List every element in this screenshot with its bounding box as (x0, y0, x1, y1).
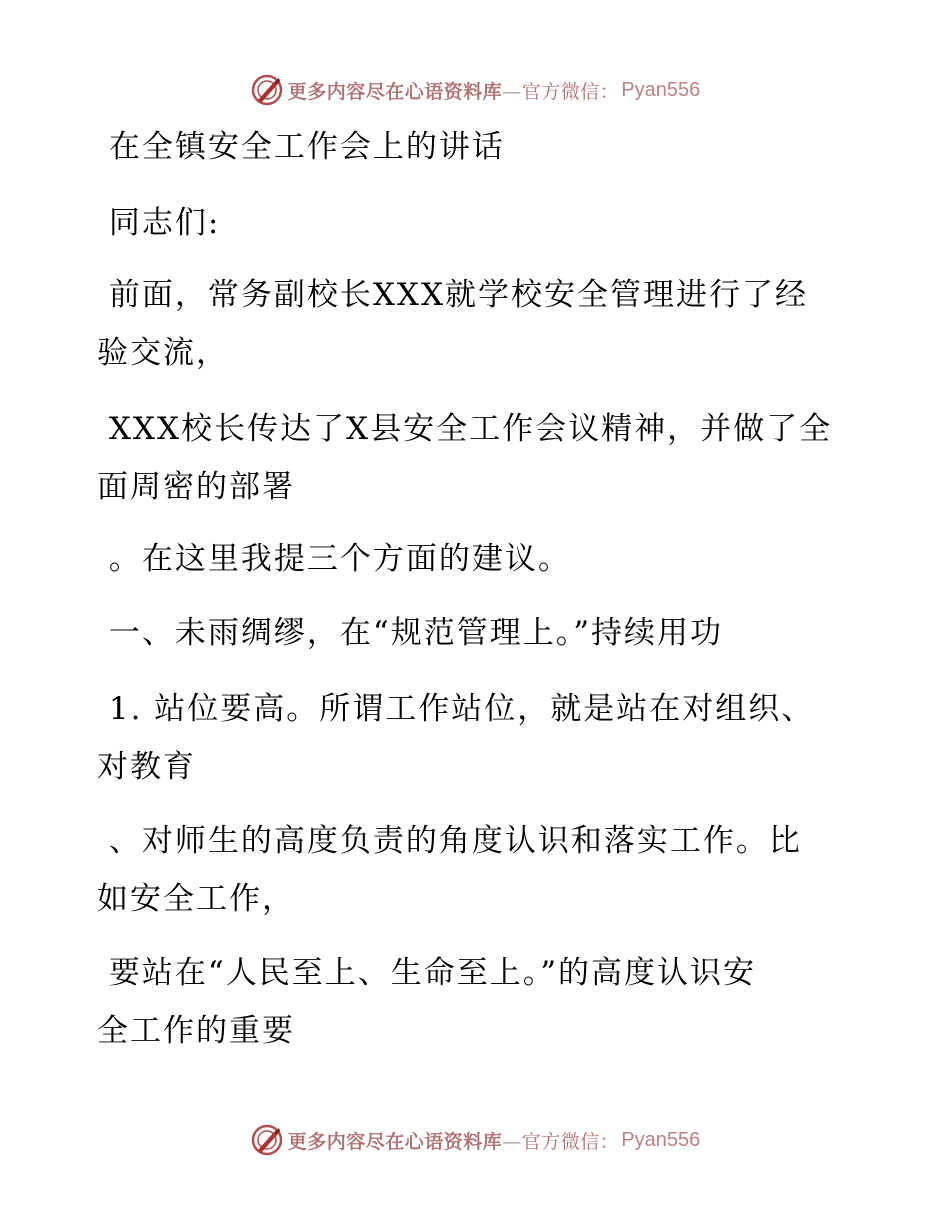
body-line: 1. 站位要高。所谓工作站位，就是站在对组织、 (97, 691, 815, 727)
body-line: 。在这里我提三个方面的建议。 (97, 541, 571, 577)
body-line: 前面，常务副校长XXX就学校安全管理进行了经 (97, 277, 809, 313)
pen-logo-icon (250, 73, 284, 107)
watermark-header (0, 70, 950, 110)
watermark-text: 更多内容尽在心语资料库—官方微信： (287, 80, 620, 103)
watermark-footer (0, 1120, 950, 1160)
greeting: 同志们: (97, 205, 221, 241)
watermark-id: Pyan556 (621, 1128, 701, 1151)
body-line: 、对师生的高度负责的角度认识和落实工作。比 (97, 823, 802, 859)
pen-logo-icon (250, 1123, 284, 1157)
body-line: 对教育 (97, 749, 196, 785)
watermark-text: 更多内容尽在心语资料库—官方微信： (287, 1130, 620, 1153)
body-line: 如安全工作， (97, 881, 295, 917)
section-heading: 一、未雨绸缪，在“规范管理上。”持续用功 (97, 615, 724, 651)
body-line: 验交流， (97, 335, 229, 371)
document-title: 在全镇安全工作会上的讲话 (97, 129, 505, 165)
body-line: 面周密的部署 (97, 469, 295, 505)
body-line: XXX校长传达了X县安全工作会议精神，并做了全 (97, 411, 833, 447)
body-line: 全工作的重要 (97, 1013, 295, 1049)
body-line: 要站在“人民至上、生命至上。”的高度认识安 (97, 955, 757, 991)
watermark-id: Pyan556 (621, 78, 701, 101)
